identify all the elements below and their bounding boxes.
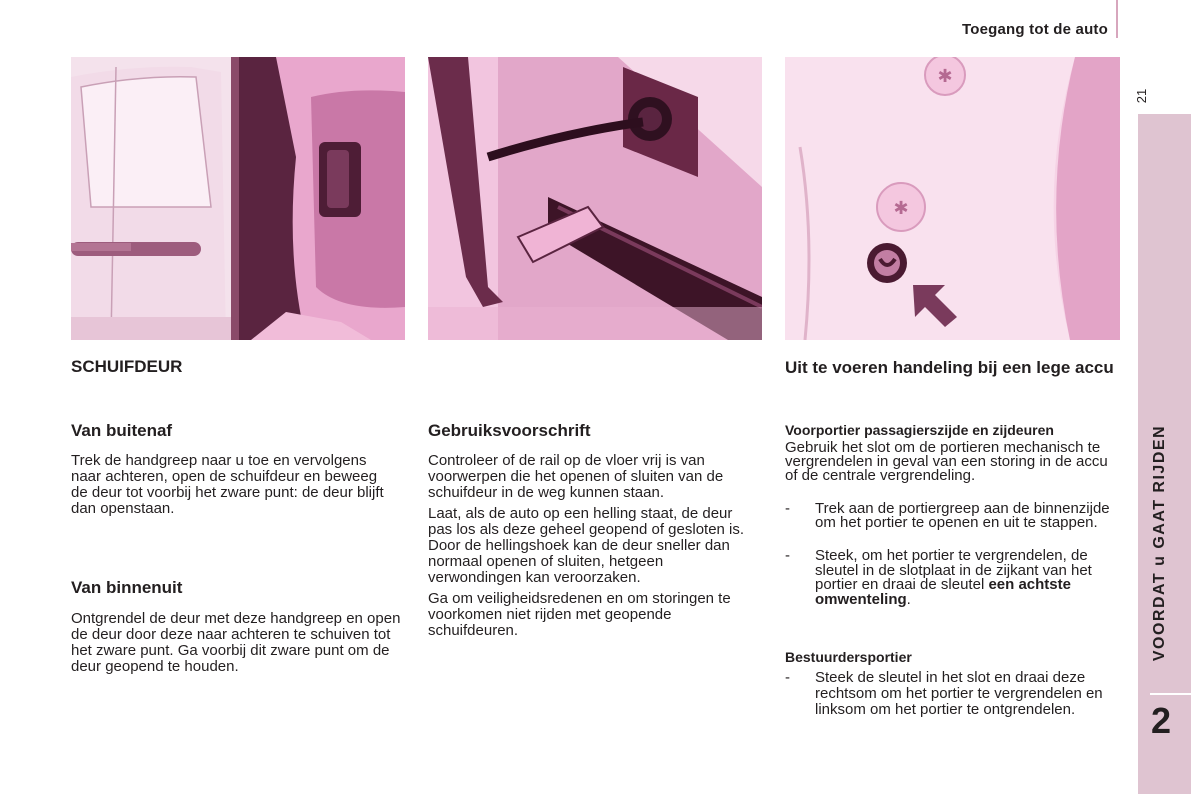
text-mechanical-lock: Gebruik het slot om de portieren mechanisch te vergrendelen in geval van een storing in de accu of de centrale vergrendeling. <box>785 439 1108 484</box>
instructions-text <box>428 453 758 644</box>
chapter-label: VOORDAT u GAAT RIJDEN <box>1151 424 1168 661</box>
bullet-text <box>785 549 1120 607</box>
bullet-text: Trek aan de portiergreep aan de binnenzijde om het portier te openen en uit te stappen. <box>815 500 1110 531</box>
chapter-label-box <box>1136 400 1184 685</box>
bullet-text-end: . <box>906 590 911 608</box>
empty-battery-title: Uit te voeren handeling bij een lege accu <box>785 358 1114 377</box>
lock-plate-photo <box>785 57 1120 340</box>
chapter-number: 2 <box>1150 700 1172 741</box>
bullet-dash: - <box>785 669 790 686</box>
instruction-paragraph: Laat, als de auto op een helling staat, de deur pas los als deze geheel geopend of gesloten is. Door de hellingshoek kan de deur sneller dan normaal openen of sluiten, hetgeen verwondingen kan veroorzaken. <box>428 505 745 586</box>
bullet-item <box>785 670 1120 718</box>
bullet-text-bold: een achtste omwenteling <box>815 576 1071 608</box>
instruction-paragraph: Ga om veiligheidsredenen en om storingen te voorkomen niet rijden met geopende schuifdeuren. <box>428 590 731 639</box>
heading-instructions: Gebruiksvoorschrift <box>428 421 591 440</box>
page-number: 21 <box>1134 88 1149 104</box>
sliding-door-photo <box>71 57 405 340</box>
text-inside: Ontgrendel de deur met deze handgreep en open de deur door deze naar achteren te schuiven tot het zware punt. Ga voorbij dit zware punt om de deur geopend te houden. <box>71 610 401 675</box>
subheading-driver-door: Bestuurdersportier <box>785 649 912 665</box>
svg-text:✱: ✱ <box>893 198 909 219</box>
sliding-door-title: SCHUIFDEUR <box>71 357 183 376</box>
bullet-dash: - <box>785 500 790 517</box>
heading-outside: Van buitenaf <box>71 421 173 440</box>
text-outside: Trek de handgreep naar u toe en vervolgens naar achteren, open de schuifdeur en beweeg de deur tot voorbij het zware punt: de deur blijft dan openstaan. <box>71 452 384 517</box>
svg-text:✱: ✱ <box>937 66 953 87</box>
heading-inside: Van binnenuit <box>71 578 183 597</box>
bullet-item <box>785 549 1120 607</box>
chapter-divider <box>1150 693 1191 695</box>
bullet-dash: - <box>785 547 790 564</box>
door-rail-photo <box>428 57 762 340</box>
subheading-passenger-doors: Voorportier passagierszijde en zijdeuren <box>785 422 1054 438</box>
bullet-text: Steek de sleutel in het slot en draai deze rechtsom om het portier te vergrendelen en linksom om het portier te ontgrendelen. <box>815 669 1103 718</box>
bullet-text-start: Steek, om het portier te vergrendelen, de sleutel in de slotplaat in de zijkant van het portier en draai de sleutel <box>815 547 1092 593</box>
bullet-item <box>785 502 1120 530</box>
instruction-paragraph: Controleer of de rail op de vloer vrij is van voorwerpen die het openen of sluiten van de schuifdeur in de weg kunnen staan. <box>428 452 724 501</box>
header-accent-bar <box>1116 0 1118 38</box>
running-header-title: Toegang tot de auto <box>961 21 1108 38</box>
